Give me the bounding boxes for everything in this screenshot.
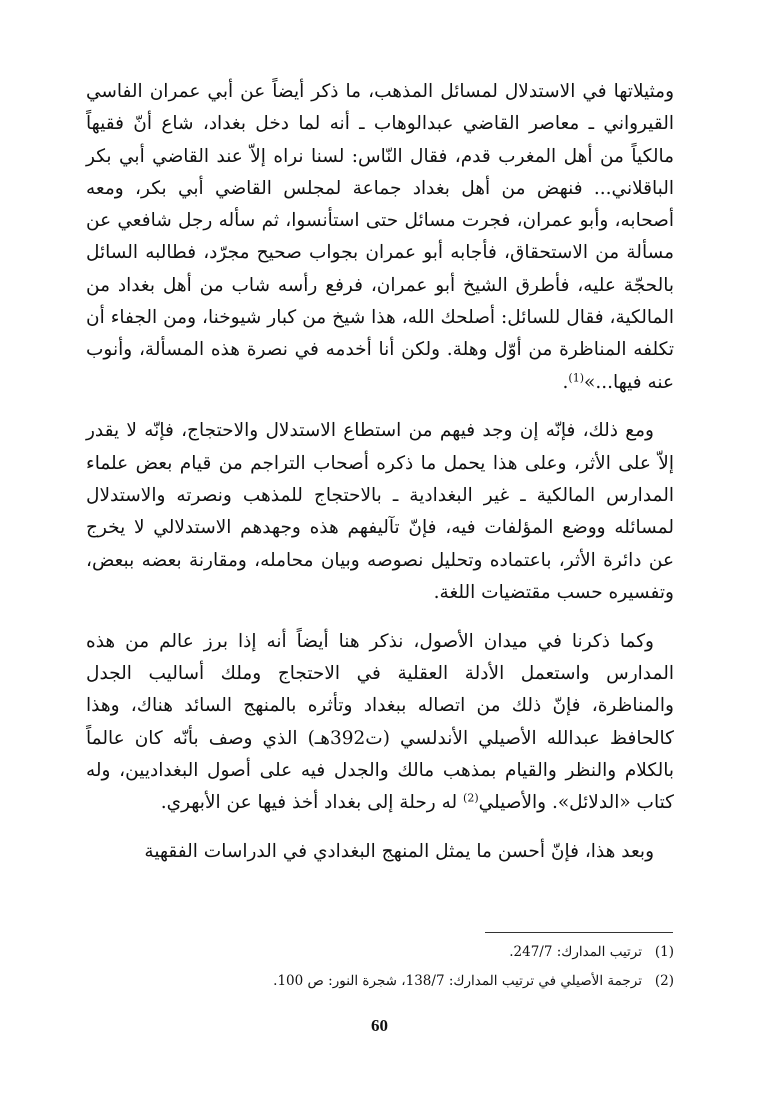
paragraph-4: [86, 836, 674, 868]
footnote-1-text: ترتيب المدارك: 247/7.: [509, 944, 642, 960]
paragraph-3-text: وكما ذكرنا في ميدان الأصول، نذكر هنا أيضاً أنه إذا برز عالم من هذه المدارس واستعمل الأدلة العقلية في الاحتجاج وملك أساليب الجدل والمناظرة، فإنّ ذلك من اتصاله ببغداد وتأثره بالمنهج السائد هناك، وهذا كالحافظ عبدالله الأصيلي الأندلسي (ت392هـ) الذي وصف بأنّه كان عالماً بالكلام والنظر والقيام بمذهب مالك والجدل فيه على أصول البغداديين، وله كتاب «الدلائل». والأصيلي: [86, 630, 674, 814]
paragraph-4-text: وبعد هذا، فإنّ أحسن ما يمثل المنهج البغدادي في الدراسات الفقهية: [144, 841, 654, 863]
body-text: [86, 76, 674, 868]
footnote-ref-1: (1): [568, 371, 585, 385]
footnote-2-text: ترجمة الأصيلي في ترتيب المدارك: 138/7، شجرة النور: ص 100.: [273, 973, 642, 989]
paragraph-1-text: ومثيلاتها في الاستدلال لمسائل المذهب، ما ذكر أيضاً عن أبي عمران الفاسي القيرواني ـ معاصر القاضي عبدالوهاب ـ أنه لما دخل بغداد، شاع أنّ فقيهاً مالكياً من أهل المغرب قدم، فقال النّاس: لسنا نراه إلاّ عند القاضي أبي بكر الباقلاني... فنهض من أهل بغداد جماعة لمجلس القاضي أبي بكر، ومعه أصحابه، وأبو عمران، فجرت مسائل حتى استأنسوا، ثم سأله رجل شافعي عن مسألة من الاستحقاق، فأجابه أبو عمران بجواب صحيح مجرّد، فطالبه السائل بالحجّة عليه، فأطرق الشيخ أبو عمران، فرفع رأسه شاب من أهل بغداد من المالكية، فقال للسائل: أصلحك الله، هذا شيخ من كبار شيوخنا، ومن الجفاء أن تكلفه المناظرة من أوّل وهلة. ولكن أنا أخدمه في نصرة هذه المسألة، وأنوب عنه فيها...»: [86, 81, 674, 393]
paragraph-2-text: ومع ذلك، فإنّه إن وجد فيهم من استطاع الاستدلال والاحتجاج، فإنّه لا يقدر إلاّ على الأثر، وعلى هذا يحمل ما ذكره أصحاب التراجم من قيام بعض علماء المدارس المالكية ـ غير البغدادية ـ بالاحتجاج للمذهب ونصرته والاستدلال لمسائله ووضع المؤلفات فيه، فإنّ تآليفهم هذه وجهدهم الاستدلالي لا يخرج عن دائرة الأثر، باعتماده وتحليل نصوصه وبيان محامله، ومقارنة بعضه ببعض، وتفسيره حسب مقتضيات اللغة.: [86, 420, 674, 603]
footnotes: [86, 938, 674, 996]
footnote-2-number: (2): [654, 973, 674, 989]
paragraph-3: [86, 626, 674, 820]
paragraph-3-tail: له رحلة إلى بغداد أخذ فيها عن الأبهري.: [160, 792, 464, 814]
footnote-1: [86, 938, 674, 967]
footnote-2: [86, 967, 674, 996]
paragraph-1: [86, 76, 674, 399]
page-number: 60: [371, 1016, 388, 1035]
footnote-ref-2: (2): [463, 791, 479, 805]
paragraph-2: [86, 415, 674, 609]
footnote-1-number: (1): [654, 944, 674, 960]
paragraph-1-tail: .: [562, 371, 569, 393]
footnote-divider: [485, 932, 673, 933]
